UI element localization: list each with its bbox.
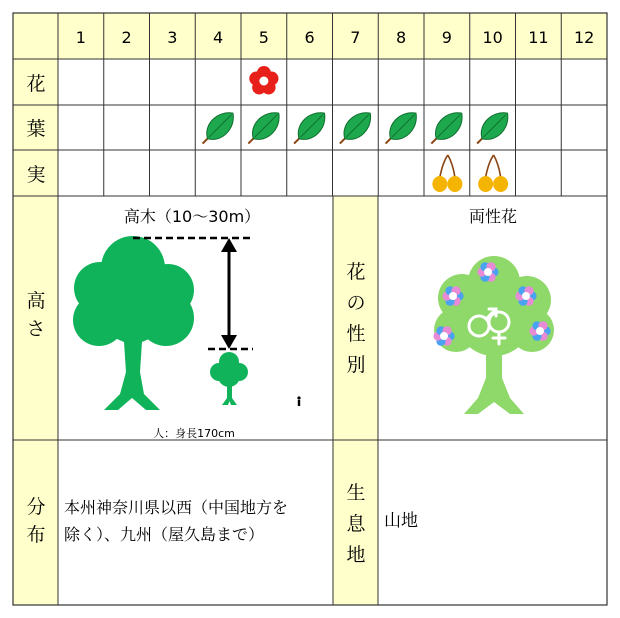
leaf-icon [379, 106, 423, 150]
flower-sex-title: 両性花 [468, 207, 518, 226]
habitat-header-char-2: 地 [346, 544, 366, 566]
height-label-char-1: さ [26, 318, 46, 340]
leaf-icon [287, 106, 331, 150]
habitat-text: 山地 [384, 511, 418, 531]
small-tree-icon [210, 352, 248, 405]
month-label-4: 4 [213, 28, 224, 47]
row-label-fruit: 実 [26, 164, 46, 186]
month-label-1: 1 [75, 28, 86, 47]
leaf-icon [333, 106, 377, 150]
month-label-2: 2 [121, 28, 132, 47]
leaf-icon [196, 106, 240, 150]
row-label-leaf: 葉 [26, 118, 46, 140]
sex-header-char-3: 別 [346, 354, 366, 376]
red-flower-icon [249, 66, 278, 94]
leaf-icon [470, 106, 514, 150]
person-height-label: 人：身長170cm [153, 427, 235, 440]
month-label-3: 3 [167, 28, 178, 47]
cherry-fruit-icon [432, 155, 462, 192]
distribution-label-char-0: 分 [26, 496, 46, 518]
month-label-8: 8 [396, 28, 407, 47]
row-label-flower: 花 [26, 73, 46, 95]
leaf-month-icons [196, 106, 515, 150]
habitat-header-char-1: 息 [346, 513, 366, 535]
leaf-icon [424, 106, 468, 150]
distribution-text-line2: 除く）、九州（屋久島まで） [64, 525, 265, 544]
distribution-text-line1: 本州神奈川県以西（中国地方を [64, 498, 289, 517]
sex-header-char-1: の [346, 292, 366, 314]
month-label-10: 10 [482, 28, 503, 47]
habitat-header [346, 482, 366, 566]
sex-header-char-0: 花 [346, 261, 366, 283]
flower-month-icons [249, 66, 278, 94]
tall-tree-icon [73, 236, 194, 410]
distribution-label-char-1: 布 [26, 524, 46, 546]
month-label-7: 7 [350, 28, 361, 47]
sex-header-char-2: 性 [346, 323, 366, 345]
leaf-icon [241, 106, 285, 150]
person-icon [297, 396, 300, 406]
month-label-9: 9 [441, 28, 452, 47]
month-label-5: 5 [258, 28, 269, 47]
height-label-char-0: 高 [26, 290, 46, 312]
month-label-11: 11 [528, 28, 549, 47]
tree-height-title: 高木（10～30m） [123, 207, 261, 226]
month-label-6: 6 [304, 28, 315, 47]
month-label-12: 12 [573, 28, 595, 47]
bisexual-tree-icon [433, 256, 554, 414]
cherry-fruit-icon [478, 155, 508, 192]
habitat-header-char-0: 生 [346, 482, 366, 504]
